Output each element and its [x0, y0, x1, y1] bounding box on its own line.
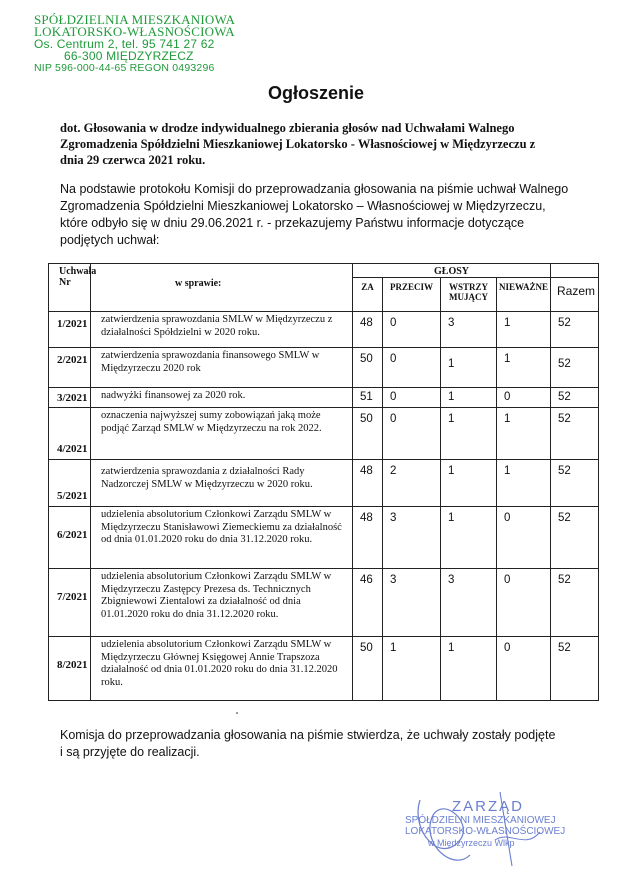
resolution-subject: zatwierdzenia sprawozdania SMLW w Międzyrzeczu z działalności Spółdzielni w 2020 roku.: [91, 312, 353, 348]
resolution-subject: zatwierdzenia sprawozdania finansowego SMLW w Międzyrzeczu 2020 rok: [91, 348, 353, 388]
resolution-subject: udzielenia absolutorium Członkowi Zarządu SMLW w Międzyrzeczu Zastępcy Prezesa ds. Technicznych Zbigniewowi Zientalowi za działalność od dnia 01.01.2020 roku do dnia 31.12.2020 roku.: [91, 569, 353, 637]
resolution-number: 3/2021: [49, 388, 91, 408]
votes-razem: 52: [551, 408, 599, 460]
seal-line-type: LOKATORSKO-WŁASNOŚCIOWEJ: [405, 826, 566, 837]
votes-za: 50: [353, 637, 383, 701]
votes-niewazne: 0: [497, 637, 551, 701]
header-sprawie: w sprawie:: [91, 264, 353, 312]
cooperative-stamp: [34, 14, 274, 74]
seal-title: ZARZĄD: [452, 798, 524, 815]
stamp-line-type: LOKATORSKO-WŁASNOŚCIOWA: [34, 24, 235, 39]
header-przeciw: PRZECIW: [383, 278, 441, 312]
resolution-subject: udzielenia absolutorium Członkowi Zarządu SMLW w Międzyrzeczu Głównej Księgowej Annie Trapszoza działalność od dnia 01.01.2020 roku do dnia 31.12.2020 roku.: [91, 637, 353, 701]
table-row: [49, 637, 599, 701]
resolution-number: 6/2021: [49, 507, 91, 569]
votes-przeciw: 2: [383, 460, 441, 507]
header-razem: Razem: [551, 278, 599, 312]
votes-za: 50: [353, 408, 383, 460]
header-niewazne: NIEWAŻNE: [497, 278, 551, 312]
table-row: [49, 569, 599, 637]
board-seal: [400, 770, 630, 880]
votes-niewazne: 0: [497, 388, 551, 408]
votes-przeciw: 0: [383, 408, 441, 460]
votes-wstrzymujacy: 1: [441, 507, 497, 569]
resolution-subject: udzielenia absolutorium Członkowi Zarządu SMLW w Międzyrzeczu Stanisławowi Ziemeckiemu za działalność od dnia 01.01.2020 roku do dnia 31.12.2020 roku.: [91, 507, 353, 569]
votes-razem: 52: [551, 460, 599, 507]
header-blank: [551, 264, 599, 278]
votes-przeciw: 3: [383, 507, 441, 569]
stamp-line-ids: NIP 596-000-44-65 REGON 0493296: [34, 62, 215, 74]
header-wstrzymujacy: WSTRZY MUJĄCY: [441, 278, 497, 312]
votes-niewazne: 1: [497, 348, 551, 388]
table-row: [49, 507, 599, 569]
resolution-number: 7/2021: [49, 569, 91, 637]
votes-za: 51: [353, 388, 383, 408]
header-za: ZA: [353, 278, 383, 312]
stamp-line-address: Os. Centrum 2, tel. 95 741 27 62: [34, 37, 215, 51]
votes-za: 48: [353, 312, 383, 348]
votes-razem: 52: [551, 388, 599, 408]
votes-niewazne: 0: [497, 569, 551, 637]
header-row: [49, 264, 599, 278]
table-row: [49, 348, 599, 388]
votes-wstrzymujacy: 1: [441, 460, 497, 507]
votes-niewazne: 1: [497, 312, 551, 348]
seal-line-cooperative: SPÓŁDZIELNI MIESZKANIOWEJ: [405, 815, 556, 826]
votes-za: 48: [353, 460, 383, 507]
table-row: [49, 312, 599, 348]
votes-za: 46: [353, 569, 383, 637]
votes-wstrzymujacy: 1: [441, 637, 497, 701]
table-row: [49, 388, 599, 408]
stamp-line-name: SPÓŁDZIELNIA MIESZKANIOWA: [34, 12, 236, 27]
table-row: [49, 460, 599, 507]
votes-razem: 52: [551, 312, 599, 348]
votes-przeciw: 0: [383, 388, 441, 408]
resolution-subject: zatwierdzenia sprawozdania z działalności Rady Nadzorczej SMLW w Międzyrzeczu w 2020 roku.: [91, 460, 353, 507]
header-glosy: GŁOSY: [353, 264, 551, 278]
seal-line-city: w Międzyrzeczu Wlkp: [428, 838, 515, 848]
votes-razem: 52: [551, 637, 599, 701]
votes-razem: 52: [551, 569, 599, 637]
votes-razem: 52: [551, 507, 599, 569]
votes-wstrzymujacy: 1: [441, 348, 497, 388]
resolution-subject: oznaczenia najwyższej sumy zobowiązań jaką może podjąć Zarząd SMLW w Międzyrzeczu na rok 2022.: [91, 408, 353, 460]
votes-niewazne: 1: [497, 460, 551, 507]
votes-razem: 52: [551, 348, 599, 388]
votes-przeciw: 1: [383, 637, 441, 701]
votes-przeciw: 0: [383, 348, 441, 388]
subject-paragraph: dot. Głosowania w drodze indywidualnego zbierania głosów nad Uchwałami Walnego Zgromadzenia Spółdzielni Mieszkaniowej Lokatorsko - Własnościowej w Międzyrzeczu z dnia 29 czerwca 2021 roku.: [60, 121, 536, 167]
votes-wstrzymujacy: 1: [441, 408, 497, 460]
votes-wstrzymujacy: 3: [441, 569, 497, 637]
votes-przeciw: 3: [383, 569, 441, 637]
table-row: [49, 408, 599, 460]
resolution-number: 8/2021: [49, 637, 91, 701]
votes-niewazne: 0: [497, 507, 551, 569]
resolution-subject: nadwyżki finansowej za 2020 rok.: [91, 388, 353, 408]
votes-wstrzymujacy: 1: [441, 388, 497, 408]
stamp-line-city: 66-300 MIĘDZYRZECZ: [64, 49, 194, 63]
results-table: [48, 263, 599, 701]
header-nr: Uchwała Nr: [49, 264, 91, 312]
votes-niewazne: 1: [497, 408, 551, 460]
page-title: Ogłoszenie: [267, 83, 365, 103]
closing-paragraph: Komisja do przeprowadzania głosowania na piśmie stwierdza, że uchwały zostały podjęte i są przyjęte do realizacji.: [60, 728, 556, 759]
votes-za: 50: [353, 348, 383, 388]
resolution-number: 5/2021: [49, 460, 91, 507]
stray-mark: [236, 712, 238, 714]
resolution-number: 4/2021: [49, 408, 91, 460]
votes-przeciw: 0: [383, 312, 441, 348]
intro-paragraph: Na podstawie protokołu Komisji do przeprowadzania głosowania na piśmie uchwał Walnego Zgromadzenia Spółdzielni Mieszkaniowej Lokatorsko – Własnościowej w Międzyrzeczu, które odbyło się w dniu 29.06.2021 r. - przekazujemy Państwu informacje dotyczące podjętych uchwał:: [60, 182, 569, 247]
votes-za: 48: [353, 507, 383, 569]
votes-wstrzymujacy: 3: [441, 312, 497, 348]
resolution-number: 1/2021: [49, 312, 91, 348]
resolution-number: 2/2021: [49, 348, 91, 388]
